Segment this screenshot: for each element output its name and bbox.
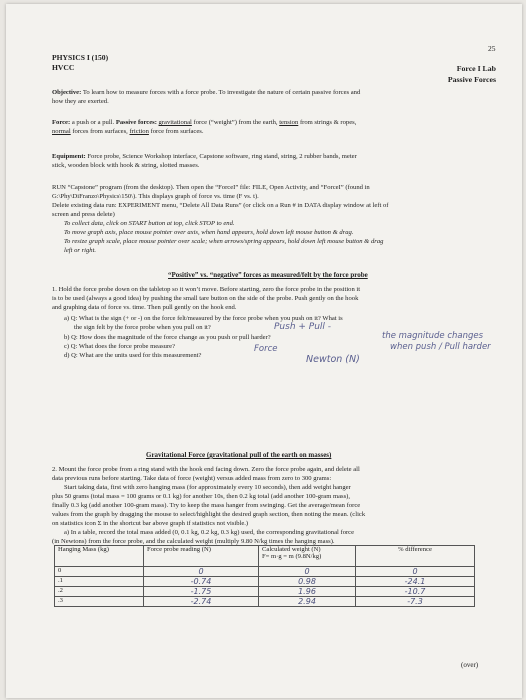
tip-move-axis: To move graph axis, place mouse pointer over axis, when hand appears, hold down left mouse button & drag. [64, 229, 354, 236]
answer-b-handwritten-2: when push / Pull harder [390, 342, 491, 352]
lab-subtitle: Passive Forces [447, 75, 496, 84]
force-definition-line-1 [52, 119, 356, 127]
cell-force: -0.74 [144, 577, 259, 587]
objective-line-1 [52, 89, 360, 97]
cell-mass: .2 [55, 587, 144, 597]
force-definition-line-2 [52, 128, 203, 136]
tip-collect-data: To collect data, click on START button at top, click STOP to end. [64, 220, 235, 227]
normal-term: normal [52, 128, 71, 135]
worksheet-page [6, 4, 522, 698]
question-d: d) Q: What are the units used for this measurement? [64, 352, 202, 359]
cell-weight: 2.94 [259, 597, 356, 607]
section2-question-a-1: a) In a table, record the total mass added (0, 0.1 kg, 0.2 kg, 0.3 kg) used, the corresponding gravitational force [64, 529, 355, 536]
over-note: (over) [461, 661, 479, 669]
question-a-line-2: the sign felt by the force probe when you pull on it? [74, 324, 211, 331]
objective-label: Objective: [52, 89, 82, 96]
cell-mass: 0 [55, 567, 144, 577]
section2-line-6: values from the graph by dragging the mouse to select/highlight the desired graph section, then noting the mean. (click [52, 511, 366, 518]
cell-mass: .3 [55, 597, 144, 607]
cell-force: 0 [144, 567, 259, 577]
cell-diff: -24.1 [356, 577, 475, 587]
tension-term: tension [279, 119, 299, 126]
page-number: 25 [488, 44, 496, 53]
section2-line-2: data previous runs before starting. Take data of force (weight) versus added mass from zero to 300 grams: [52, 475, 332, 482]
run-line-3: Delete existing data run: EXPERIMENT menu, “Delete All Data Runs” (or click on a Run # in DATA display window at left of [52, 202, 389, 209]
header-calculated-weight [259, 546, 356, 567]
equipment-label: Equipment: [52, 153, 86, 160]
cell-weight: 1.96 [259, 587, 356, 597]
question-b: b) Q: How does the magnitude of the force change as you push or pull harder? [64, 334, 271, 341]
force-text-c: from strings & ropes, [299, 119, 357, 126]
objective-text-1: To learn how to measure forces with a force probe. To investigate the nature of certain passive forces and [82, 89, 361, 96]
passive-forces-label: Passive forces: [115, 119, 157, 126]
section1-line-3: and graphing data of force vs. time. Then pull gently on the hook end. [52, 304, 237, 311]
tip-resize-scale: To resize graph scale, place mouse pointer over scale; when arrows/spring appears, hold down left mouse button & drag [64, 238, 384, 245]
table-row [55, 567, 475, 577]
run-line-4: screen and press delete) [52, 211, 115, 218]
force-label: Force: [52, 119, 71, 126]
cell-diff: -7.3 [356, 597, 475, 607]
section2-line-3: Start taking data, first with zero hanging mass (for approximately every 10 seconds), then add weight hanger [64, 484, 351, 491]
cell-weight: 0.98 [259, 577, 356, 587]
run-line-2: G:\Phy\DiFranzo\Physics\150\). This displays graph of force vs. time (F vs. t). [52, 193, 259, 200]
gravitational-term: gravitational [158, 119, 192, 126]
force-text-d: forces from surfaces, [72, 128, 128, 135]
cell-diff: -10.7 [356, 587, 475, 597]
cell-mass: .1 [55, 577, 144, 587]
cell-force: -1.75 [144, 587, 259, 597]
section2-question-a-2: (in Newtons) from the force probe, and the calculated weight (multiply 9.80 N/kg times the hanging mass). [52, 538, 335, 545]
friction-term: friction [129, 128, 149, 135]
lab-title: Force I Lab [456, 64, 496, 73]
course-name: PHYSICS I (150) [52, 53, 109, 62]
tip-resize-scale-cont: left or right. [64, 247, 97, 254]
school-name: HVCC [52, 63, 75, 72]
positive-negative-heading: “Positive” vs. “negative” forces as measured/felt by the force probe [168, 271, 368, 279]
cell-weight: 0 [259, 567, 356, 577]
force-text: a push or a pull. [71, 119, 115, 126]
force-text-e: force from surfaces. [150, 128, 204, 135]
cell-force: -2.74 [144, 597, 259, 607]
run-line-1: RUN “Capstone” program (from the desktop). Then open the “ForceI” file: FILE, Open Activity, and “ForceI” (found in [52, 184, 370, 191]
force-text-b: force (“weight”) from the earth, [193, 119, 278, 126]
table-row [55, 587, 475, 597]
question-c: c) Q: What does the force probe measure? [64, 343, 176, 350]
section2-line-1: 2. Mount the force probe from a ring stand with the hook end facing down. Zero the force probe again, and delete all [52, 466, 360, 473]
header-hanging-mass: Hanging Mass (kg) [55, 546, 144, 567]
answer-c-handwritten: Force [254, 344, 278, 354]
answer-b-handwritten-1: the magnitude changes [382, 331, 484, 341]
cell-diff: 0 [356, 567, 475, 577]
mass-force-table [54, 545, 475, 607]
answer-d-handwritten: Newton (N) [306, 354, 360, 365]
header-percent-difference: % difference [356, 546, 475, 567]
equipment-line-1 [52, 153, 357, 161]
header-calculated-weight-label: Calculated weight (N) [262, 546, 321, 553]
table-row [55, 597, 475, 607]
section1-line-2: is to be used (always a good idea) by pushing the small tare button on the side of the probe. Push gently on the hook [52, 295, 359, 302]
question-a-line-1: a) Q: What is the sign (+ or -) on the force felt/measured by the force probe when you push on it? What is [64, 315, 343, 322]
section2-line-7: on statistics icon Σ in the shortcut bar above graph if statistics not visible.) [52, 520, 249, 527]
objective-text-2: how they are exerted. [52, 98, 109, 105]
table-header-row [55, 546, 475, 567]
header-calculated-weight-formula: F= m·g = m (9.8N/kg) [262, 553, 322, 560]
section2-line-4: plus 50 grams (total mass = 100 grams or 0.1 kg) for another 10s, then 0.2 kg total (add another 100-gram mass), [52, 493, 350, 500]
equipment-text-2: stick, wooden block with hook & string, slotted masses. [52, 162, 200, 169]
table-row [55, 577, 475, 587]
gravitational-heading: Gravitational Force (gravitational pull of the earth on masses) [146, 451, 332, 459]
section2-line-5: finally 0.3 kg (add another 100-gram mass). Try to keep the mass hanger from swinging. Get the average/mean force [52, 502, 361, 509]
section1-line-1: 1. Hold the force probe down on the tabletop so it won’t move. Before starting, zero the force probe in the position it [52, 286, 361, 293]
header-force-probe: Force probe reading (N) [144, 546, 259, 567]
equipment-text-1: Force probe, Science Workshop interface, Capstone software, ring stand, string, 2 rubber bands, meter [87, 153, 357, 160]
answer-a-handwritten: Push + Pull - [274, 322, 332, 332]
